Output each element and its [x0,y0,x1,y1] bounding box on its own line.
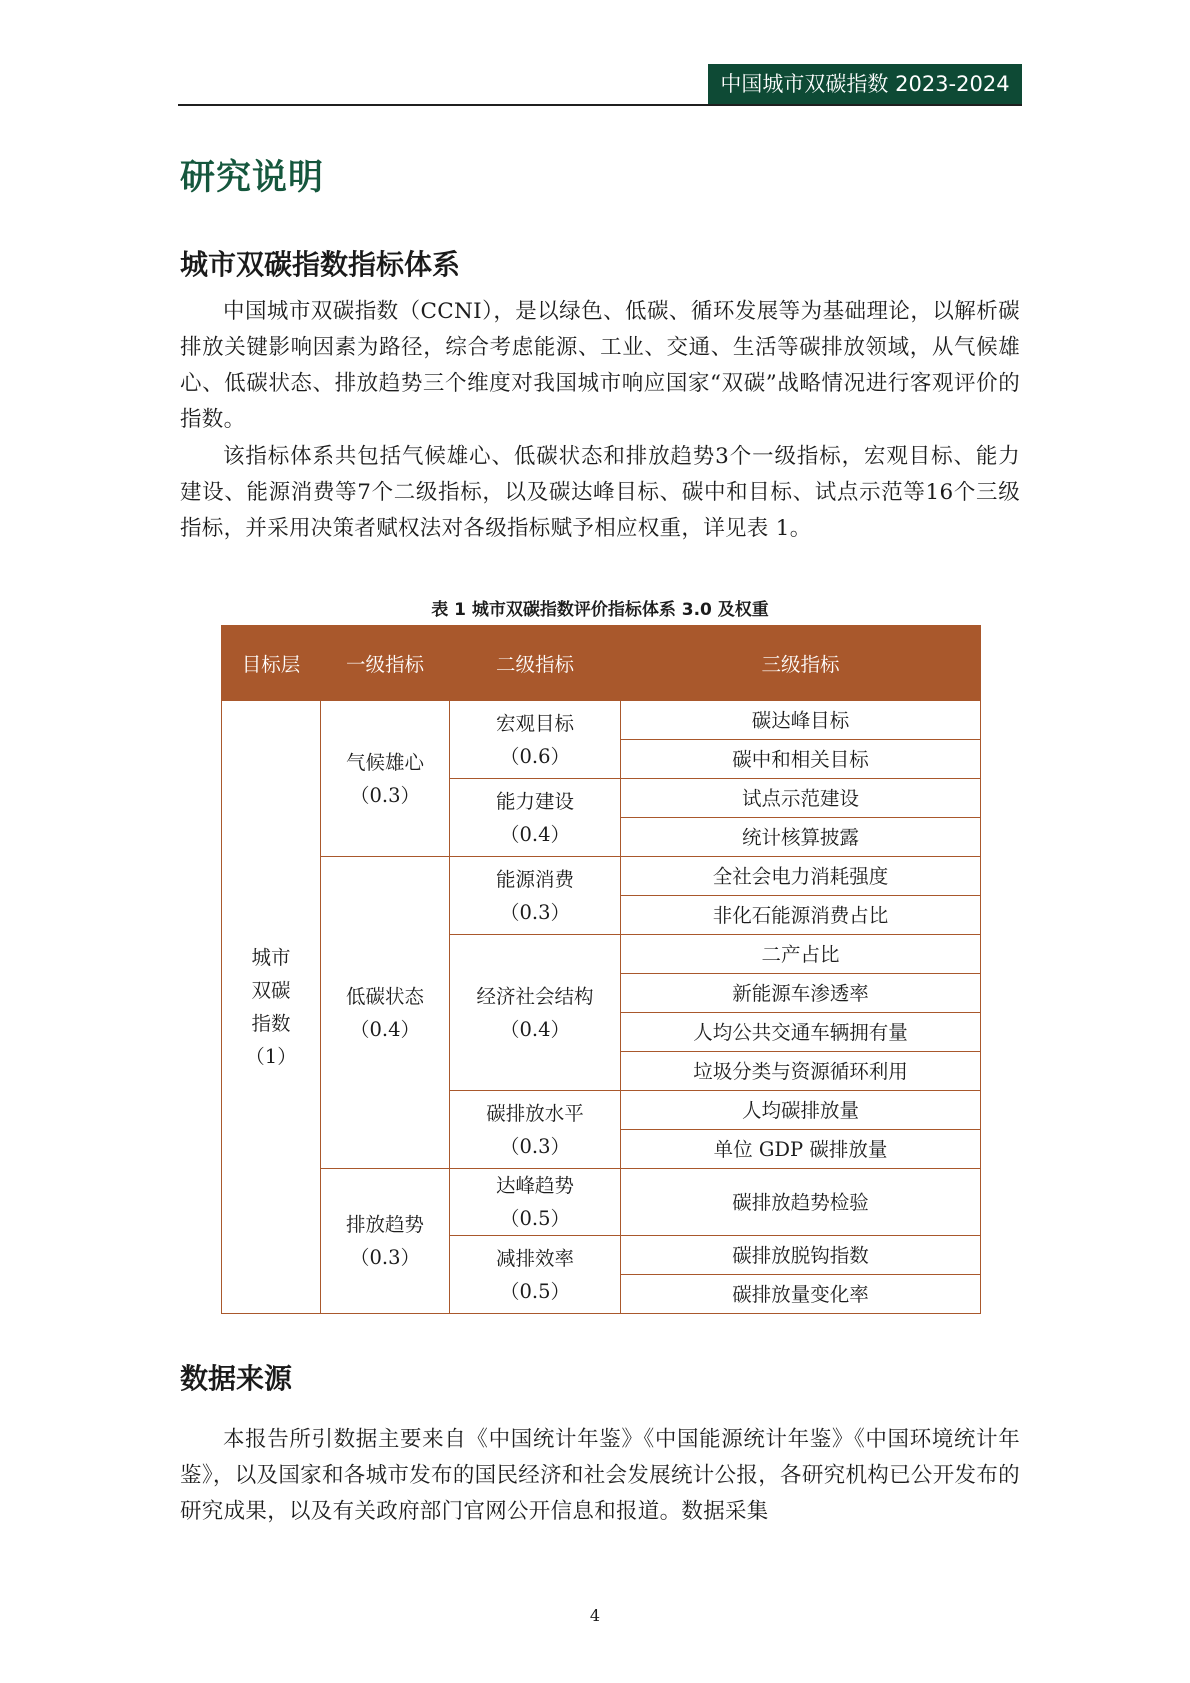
indicator-table [221,625,981,1314]
target-name-line2: 双碳 [251,979,291,1002]
level3-cell: 碳排放量变化率 [621,1275,981,1314]
level2-cell [450,1091,621,1169]
level3-cell: 垃圾分类与资源循环利用 [621,1052,981,1091]
level3-cell: 人均公共交通车辆拥有量 [621,1013,981,1052]
level2-cell [450,857,621,935]
level3-cell: 试点示范建设 [621,779,981,818]
level2-weight: （0.3） [499,1134,570,1158]
table-caption: 表 1 城市双碳指数评价指标体系 3.0 及权重 [431,600,769,620]
level3-cell: 统计核算披露 [621,818,981,857]
level1-weight: （0.4） [349,1017,420,1041]
level1-cell [321,857,450,1169]
level3-cell: 非化石能源消费占比 [621,896,981,935]
level2-name: 经济社会结构 [476,984,594,1008]
level3-cell: 二产占比 [621,935,981,974]
table-header-row [222,626,981,701]
level3-cell: 全社会电力消耗强度 [621,857,981,896]
paragraph-ccni-definition: 中国城市双碳指数（CCNI），是以绿色、低碳、循环发展等为基础理论，以解析碳排放关键影响因素为路径，综合考虑能源、工业、交通、生活等碳排放领域，从气候雄心、低碳状态、排放趋势三个维度对我国城市响应国家“双碳”战略情况进行客观评价的指数。 [180,299,1020,432]
level3-cell: 碳达峰目标 [621,701,981,740]
table-row [222,857,981,896]
level3-cell: 碳排放趋势检验 [621,1169,981,1236]
level3-cell: 碳排放脱钩指数 [621,1236,981,1275]
level1-weight: （0.3） [349,1246,420,1269]
level2-name: 能源消费 [495,867,574,891]
header-level1: 一级指标 [321,626,450,701]
level2-cell [450,779,621,857]
level2-name: 能力建设 [495,789,574,813]
section-heading-indicator-system: 城市双碳指数指标体系 [180,248,461,281]
level2-cell [450,935,621,1091]
level2-weight: （0.4） [499,1017,570,1041]
level2-cell [450,701,621,779]
level2-weight: （0.3） [499,900,570,924]
level2-cell [450,1169,621,1236]
header-target-layer: 目标层 [222,626,321,701]
page-number: 4 [589,1606,601,1625]
level2-cell [450,1236,621,1314]
table-row [222,701,981,740]
level1-name: 排放趋势 [345,1213,424,1236]
level1-name: 低碳状态 [345,984,424,1008]
paragraph-indicator-structure: 该指标体系共包括气候雄心、低碳状态和排放趋势3个一级指标，宏观目标、能力建设、能源消费等7个二级指标，以及碳达峰目标、碳中和目标、试点示范等16个三级指标，并采用决策者赋权法对各级指标赋予相应权重，详见表 1。 [180,444,1020,541]
level1-cell [321,1169,450,1314]
level2-weight: （0.6） [499,744,570,768]
target-name-line3: 指数 [251,1012,291,1035]
level2-weight: （0.4） [499,822,570,846]
header-level2: 二级指标 [450,626,621,701]
target-weight: （1） [245,1045,297,1068]
target-name-line1: 城市 [251,946,291,969]
level3-cell: 碳中和相关目标 [621,740,981,779]
level2-name: 减排效率 [495,1246,574,1270]
header-rule [178,104,1022,106]
level3-cell: 单位 GDP 碳排放量 [621,1130,981,1169]
level3-cell: 人均碳排放量 [621,1091,981,1130]
level1-name: 气候雄心 [345,750,424,774]
level2-name: 宏观目标 [495,711,574,735]
level3-cell: 新能源车渗透率 [621,974,981,1013]
header-title: 中国城市双碳指数 2023-2024 [708,64,1022,104]
level2-weight: （0.5） [499,1207,570,1230]
level1-cell [321,701,450,857]
paragraph-data-source: 本报告所引数据主要来自《中国统计年鉴》《中国能源统计年鉴》《中国环境统计年鉴》，以及国家和各城市发布的国民经济和社会发展统计公报，各研究机构已公开发布的研究成果，以及有关政府部门官网公开信息和报道。数据采集 [180,1427,1020,1524]
level2-name: 碳排放水平 [486,1101,584,1125]
level2-name: 达峰趋势 [495,1174,574,1197]
page-title: 研究说明 [180,158,325,198]
level2-weight: （0.5） [499,1279,570,1303]
section-heading-data-source: 数据来源 [180,1362,293,1395]
level1-weight: （0.3） [349,783,420,807]
header-level3: 三级指标 [621,626,981,701]
target-cell [222,701,321,1314]
